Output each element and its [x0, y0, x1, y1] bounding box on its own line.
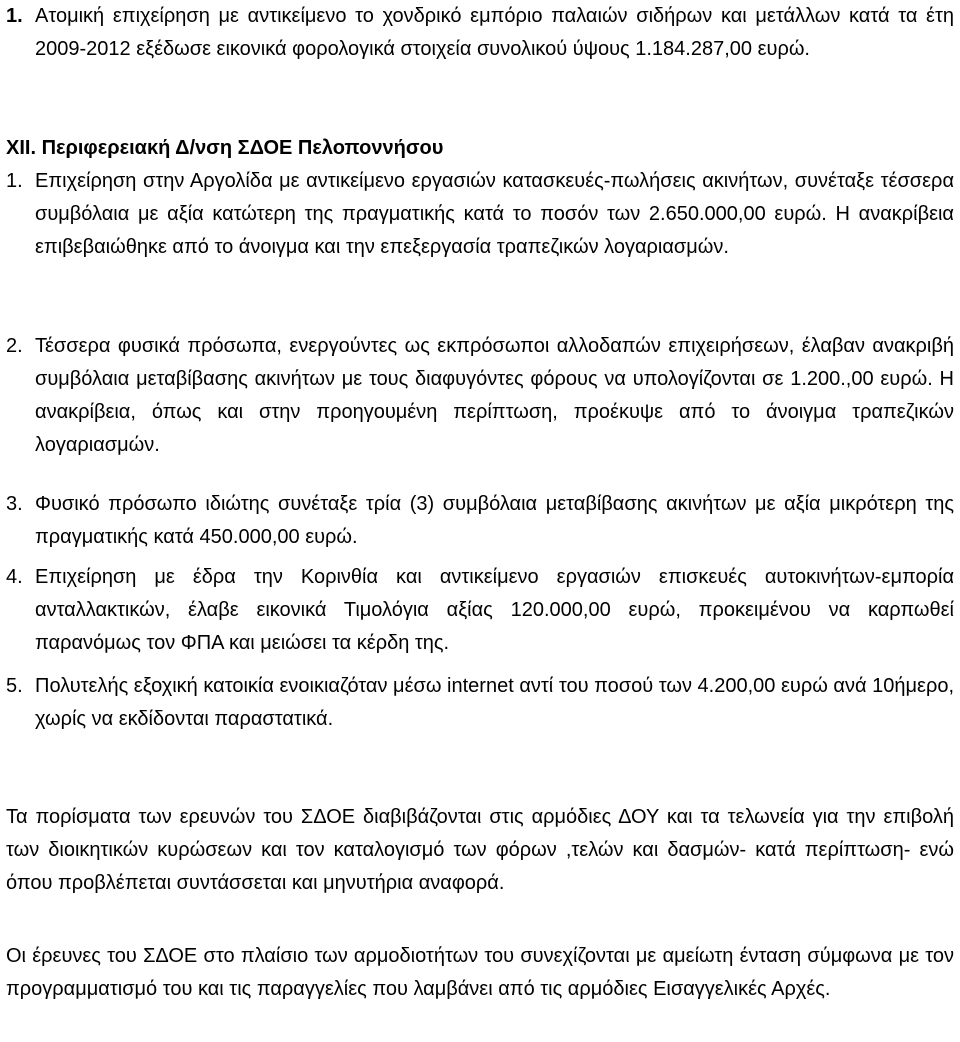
body-paragraph: Τα πορίσματα των ερευνών του ΣΔΟΕ διαβιβάζονται στις αρμόδιες ΔΟΥ και τα τελωνεία για την επιβολή των διοικητικών κυρώσεων και τον καταλογισμό των φόρων ,τελών και δασμών- κατά περίπτωση- ενώ όπου προβλέπεται συντάσσεται και μηνυτήρια αναφορά. — [6, 806, 954, 894]
list-item-text: Επιχείρηση με έδρα την Κορινθία και αντικείμενο εργασιών επισκευές αυτοκινήτων-εμπορία ανταλλακτικών, έλαβε εικονικά Τιμολόγια αξίας 120.000,00 ευρώ, προκειμένου να καρπωθεί παρανόμως τον ΦΠΑ και μειώσει τα κέρδη της. — [35, 566, 954, 654]
list-item-number: 4. — [6, 566, 23, 588]
list-item — [6, 488, 954, 554]
list-item-number: 1. — [6, 5, 23, 27]
list-item-text: Ατομική επιχείρηση με αντικείμενο το χονδρικό εμπόριο παλαιών σιδήρων και μετάλλων κατά τα έτη 2009-2012 εξέδωσε εικονικά φορολογικά στοιχεία συνολικού ύψους 1.184.287,00 ευρώ. — [35, 5, 954, 60]
list-item-number: 1. — [6, 170, 23, 192]
body-paragraph: Οι έρευνες του ΣΔΟΕ στο πλαίσιο των αρμοδιοτήτων του συνεχίζονται με αμείωτη ένταση σύμφωνα με τον προγραμματισμό του και τις παραγγελίες που λαμβάνει από τις αρμόδιες Εισαγγελικές Αρχές. — [6, 945, 954, 1000]
list-item-text: Επιχείρηση στην Αργολίδα με αντικείμενο εργασιών κατασκευές-πωλήσεις ακινήτων, συνέταξε τέσσερα συμβόλαια με αξία κατώτερη της πραγματικής κατά το ποσόν των 2.650.000,00 ευρώ. Η ανακρίβεια επιβεβαιώθηκε από το άνοιγμα και την επεξεργασία τραπεζικών λογαριασμών. — [35, 170, 954, 258]
list-item — [6, 561, 954, 660]
list-item-number: 5. — [6, 675, 23, 697]
section-heading: XII. Περιφερειακή Δ/νση ΣΔΟΕ Πελοποννήσου — [6, 137, 444, 159]
list-item — [6, 670, 954, 736]
list-item-number: 2. — [6, 335, 23, 357]
list-item-number: 3. — [6, 493, 23, 515]
list-item — [6, 330, 954, 462]
list-item-text: Τέσσερα φυσικά πρόσωπα, ενεργούντες ως εκπρόσωποι αλλοδαπών επιχειρήσεων, έλαβαν ανακριβή συμβόλαια μεταβίβασης ακινήτων με τους διαφυγόντες φόρους να υπολογίζονται σε 1.200.,00 ευρώ. Η ανακρίβεια, όπως και στην προηγουμένη περίπτωση, προέκυψε από το άνοιγμα τραπεζικών λογαριασμών. — [35, 335, 954, 456]
list-item — [6, 165, 954, 264]
list-item-text: Πολυτελής εξοχική κατοικία ενοικιαζόταν μέσω internet αντί του ποσού των 4.200,00 ευρώ ανά 10ήμερο, χωρίς να εκδίδονται παραστατικά. — [35, 675, 954, 730]
list-item — [6, 0, 954, 66]
list-item-text: Φυσικό πρόσωπο ιδιώτης συνέταξε τρία (3) συμβόλαια μεταβίβασης ακινήτων με αξία μικρότερη της πραγματικής κατά 450.000,00 ευρώ. — [35, 493, 954, 548]
